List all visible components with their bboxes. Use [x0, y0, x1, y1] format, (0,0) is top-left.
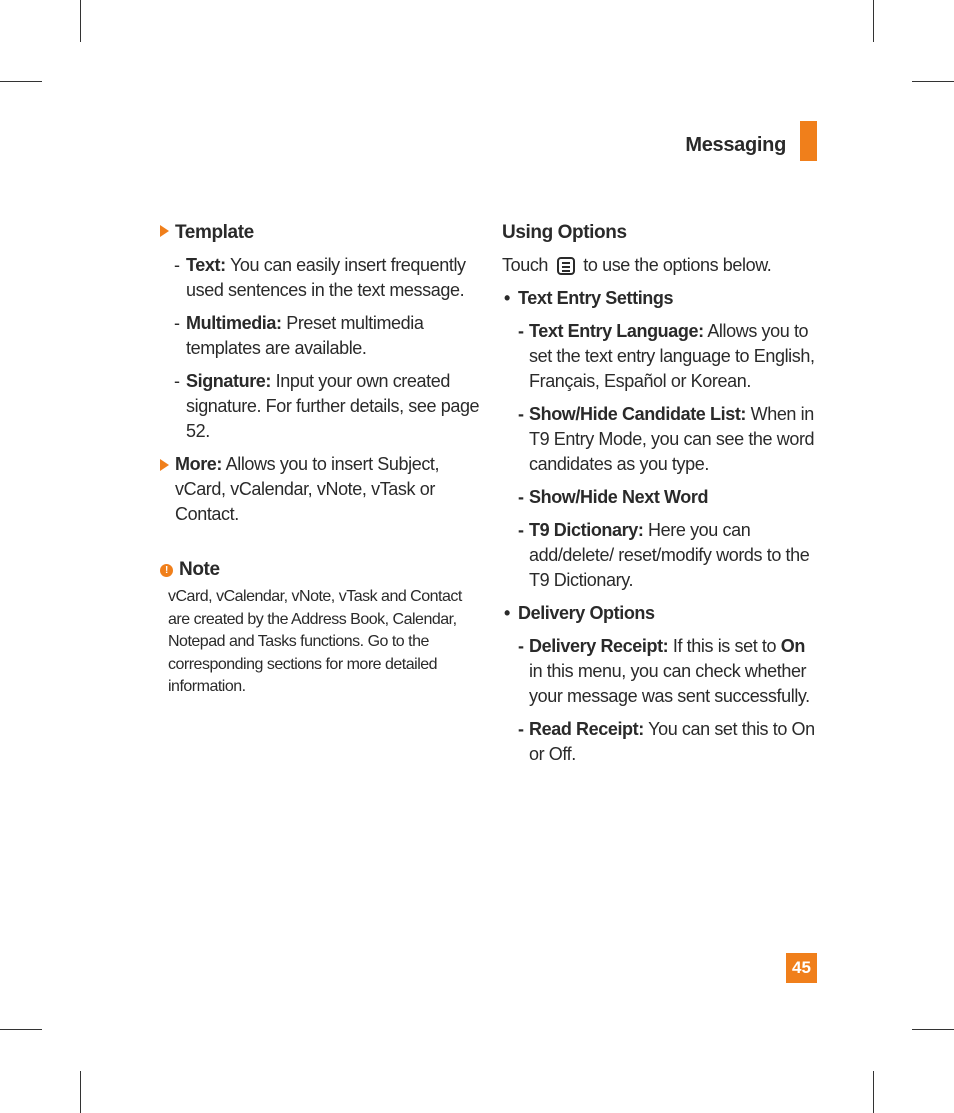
read-label: Read Receipt:: [529, 719, 644, 739]
signature-label: Signature:: [186, 371, 272, 391]
note-heading: ! Note: [160, 557, 480, 582]
text-entry-settings-heading: • Text Entry Settings: [504, 288, 674, 308]
crop-mark: [80, 1071, 81, 1113]
crop-mark: [873, 1071, 874, 1113]
next-word-item: - Show/Hide Next Word: [518, 487, 709, 507]
text-desc: You can easily insert frequently used sentences in the text message.: [186, 255, 466, 300]
dictionary-label: T9 Dictionary:: [529, 520, 644, 540]
receipt-on: On: [780, 636, 805, 656]
t9-dictionary-item: - T9 Dictionary: Here you can add/delete/ reset/modify words to the T9 Dictionary.: [518, 520, 810, 590]
candidate-label: Show/Hide Candidate List:: [529, 404, 747, 424]
signature-desc: Input your own created signature. For further details, see page 52.: [186, 371, 480, 441]
multimedia-desc: Preset multimedia templates are available.: [186, 313, 424, 358]
template-text-item: - Text: You can easily insert frequently used sentences in the text message.: [174, 255, 466, 300]
touch-instruction: Touch to use the options below.: [502, 255, 772, 275]
more-label: More:: [175, 454, 222, 474]
language-label: Text Entry Language:: [529, 321, 704, 341]
crop-mark: [0, 81, 42, 82]
text-entry-language-item: - Text Entry Language: Allows you to set the text entry language to English, Français, Español or Korean.: [518, 321, 815, 391]
menu-key-icon: [557, 257, 575, 275]
template-signature-item: - Signature: Input your own created signature. For further details, see page 52.: [174, 371, 480, 441]
section-tab-marker: [800, 121, 817, 161]
note-body: vCard, vCalendar, vNote, vTask and Contact are created by the Address Book, Calendar, Notepad and Tasks functions. Go to the corresponding sections for more detailed information.: [168, 588, 462, 695]
text-label: Text:: [186, 255, 226, 275]
dictionary-desc: Here you can add/delete/ reset/modify words to the T9 Dictionary.: [529, 520, 810, 590]
more-item: [160, 452, 480, 527]
multimedia-label: Multimedia:: [186, 313, 282, 333]
receipt-label: Delivery Receipt:: [529, 636, 669, 656]
crop-mark: [0, 1029, 42, 1030]
left-column: [160, 220, 480, 699]
crop-mark: [873, 0, 874, 42]
options-heading: Using Options: [502, 222, 627, 243]
crop-mark: [80, 0, 81, 42]
note-info-icon: !: [160, 564, 173, 577]
more-desc: Allows you to insert Subject, vCard, vCalendar, vNote, vTask or Contact.: [175, 454, 440, 524]
delivery-receipt-item: - Delivery Receipt: If this is set to On in this menu, you can check whether your message was sent successfully.: [518, 636, 810, 706]
template-multimedia-item: - Multimedia: Preset multimedia templates are available.: [174, 313, 424, 358]
page-number: 45: [786, 953, 817, 983]
crop-mark: [912, 1029, 954, 1030]
triangle-bullet-icon: [160, 459, 169, 471]
candidate-desc: When in T9 Entry Mode, you can see the word candidates as you type.: [529, 404, 815, 474]
read-receipt-item: - Read Receipt: You can set this to On or Off.: [518, 719, 815, 764]
right-column: [502, 220, 822, 767]
triangle-bullet-icon: [160, 225, 169, 237]
candidate-list-item: - Show/Hide Candidate List: When in T9 Entry Mode, you can see the word candidates as you type.: [518, 404, 815, 474]
template-heading: Template: [160, 220, 480, 245]
crop-mark: [912, 81, 954, 82]
read-desc: You can set this to On or Off.: [529, 719, 815, 764]
next-word-label: Show/Hide Next Word: [529, 487, 709, 507]
section-title: Messaging: [685, 134, 786, 156]
language-desc: Allows you to set the text entry language to English, Français, Español or Korean.: [529, 321, 815, 391]
delivery-options-heading: • Delivery Options: [504, 603, 655, 623]
